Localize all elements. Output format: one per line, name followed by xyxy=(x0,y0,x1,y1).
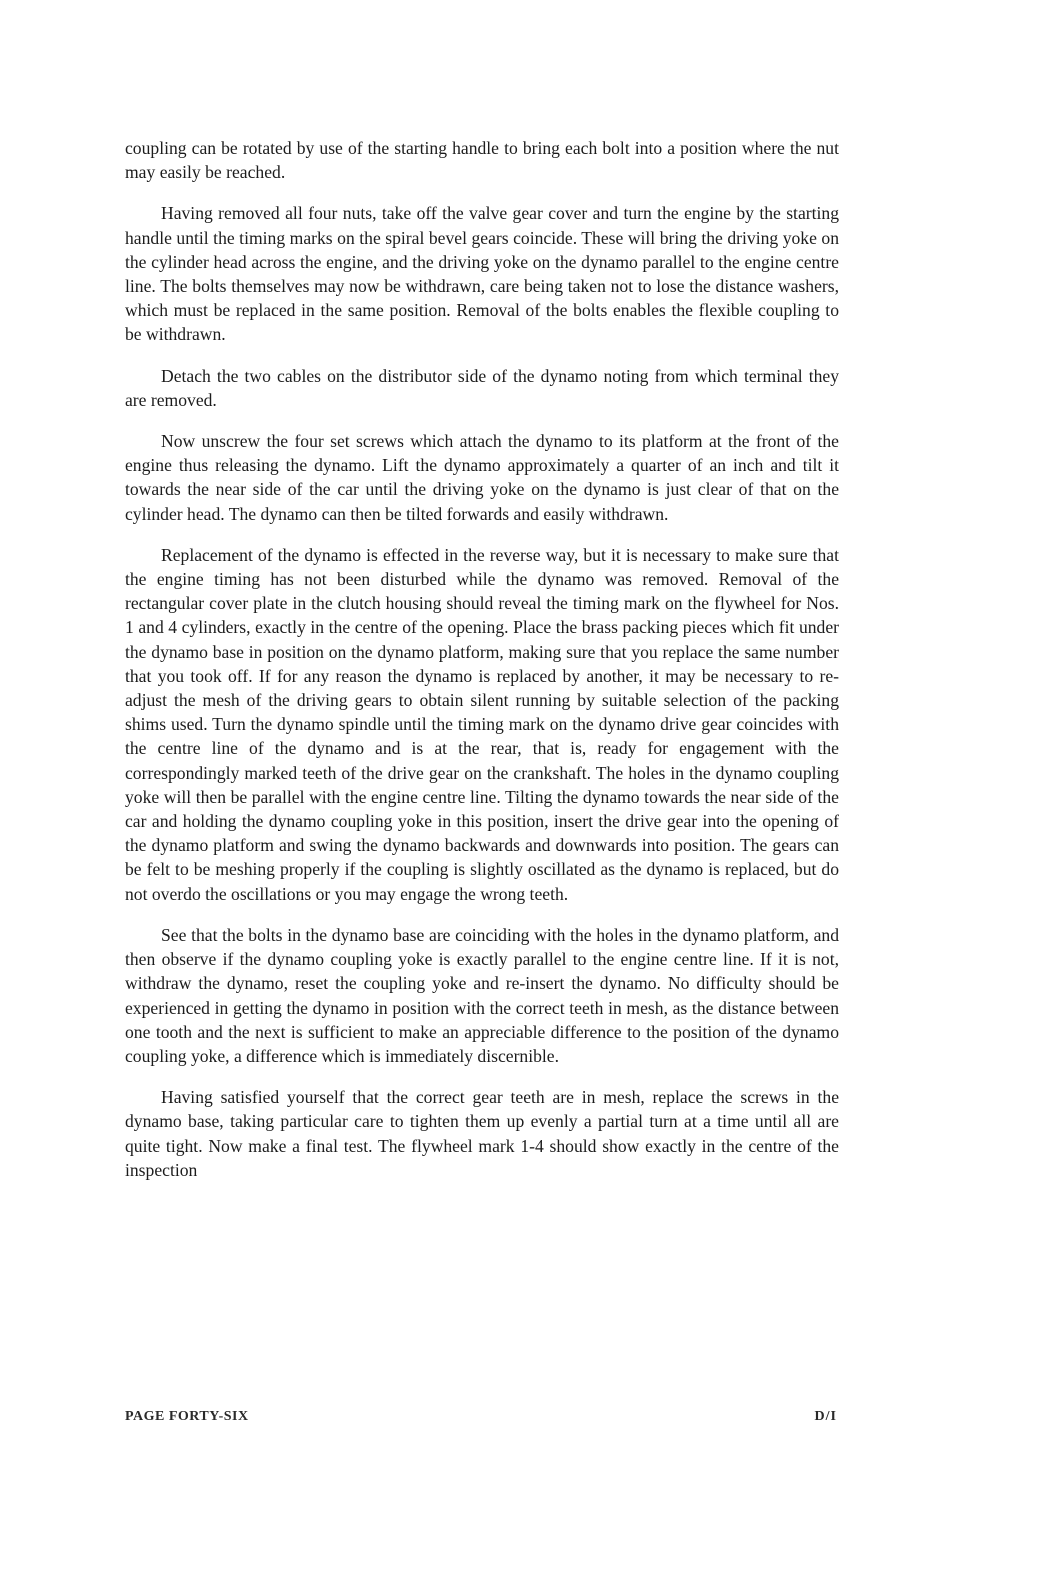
page-number-label: PAGE FORTY-SIX xyxy=(125,1409,249,1424)
paragraph-detach-cables: Detach the two cables on the distributor side of the dynamo noting from which terminal they are removed. xyxy=(125,365,839,410)
page-body xyxy=(125,136,839,1199)
paragraph-remove-bolts: Having removed all four nuts, take off the valve gear cover and turn the engine by the starting handle until the timing marks on the spiral bevel gears coincide. These will bring the driving yoke on the cylinder head across the engine, and the driving yoke on the dynamo parallel to the engine centre line. The bolts themselves may now be withdrawn, care being taken not to lose the distance washers, which must be replaced in the same position. Removal of the bolts enables the flexible coupling to be withdrawn. xyxy=(125,203,839,345)
paragraph-unscrew-dynamo: Now unscrew the four set screws which attach the dynamo to its platform at the front of the engine thus releasing the dynamo. Lift the dynamo approximately a quarter of an inch and tilt it towards the near side of the car until the driving yoke on the dynamo is just clear of that on the cylinder head. The dynamo can then be tilted forwards and easily withdrawn. xyxy=(125,431,839,524)
paragraph-replacement: Replacement of the dynamo is effected in the reverse way, but it is necessary to make sure that the engine timing has not been disturbed while the dynamo was removed. Removal of the rectangular cover plate in the clutch housing should reveal the timing mark on the flywheel for Nos. 1 and 4 cylinders, exactly in the centre of the opening. Place the brass packing pieces which fit under the dynamo base in position on the dynamo platform, making sure that you replace the same number that you took off. If for any reason the dynamo is replaced by another, it may be necessary to re-adjust the mesh of the driving gears to obtain silent running by suitable selection of the packing shims used. Turn the dynamo spindle until the timing mark on the dynamo drive gear coincides with the centre line of the dynamo and is at the rear, that is, ready for engagement with the correspondingly marked teeth of the drive gear on the crankshaft. The holes in the dynamo coupling yoke will then be parallel with the engine centre line. Tilting the dynamo towards the near side of the car and holding the dynamo coupling yoke in this position, insert the drive gear into the opening of the dynamo platform and swing the dynamo backwards and downwards into position. The gears can be felt to be meshing properly if the coupling is slightly oscillated as the dynamo is replaced, but do not overdo the oscillations or you may engage the wrong teeth. xyxy=(125,544,839,904)
section-code: D/I xyxy=(814,1409,837,1424)
paragraph-final-test: Having satisfied yourself that the correct gear teeth are in mesh, replace the screws in the dynamo base, taking particular care to tighten them up evenly a partial turn at a time until all are quite tight. Now make a final test. The flywheel mark 1-4 should show exactly in the centre of the inspection xyxy=(125,1087,839,1180)
paragraph-check-alignment: See that the bolts in the dynamo base are coinciding with the holes in the dynamo platform, and then observe if the dynamo coupling yoke is exactly parallel to the engine centre line. If it is not, withdraw the dynamo, reset the coupling yoke and re-insert the dynamo. No difficulty should be experienced in getting the dynamo in position with the correct teeth in mesh, as the distance between one tooth and the next is sufficient to make an appreciable difference to the position of the dynamo coupling yoke, a difference which is immediately discernible. xyxy=(125,924,839,1066)
paragraph-continued: coupling can be rotated by use of the starting handle to bring each bolt into a position where the nut may easily be reached. xyxy=(125,138,839,183)
